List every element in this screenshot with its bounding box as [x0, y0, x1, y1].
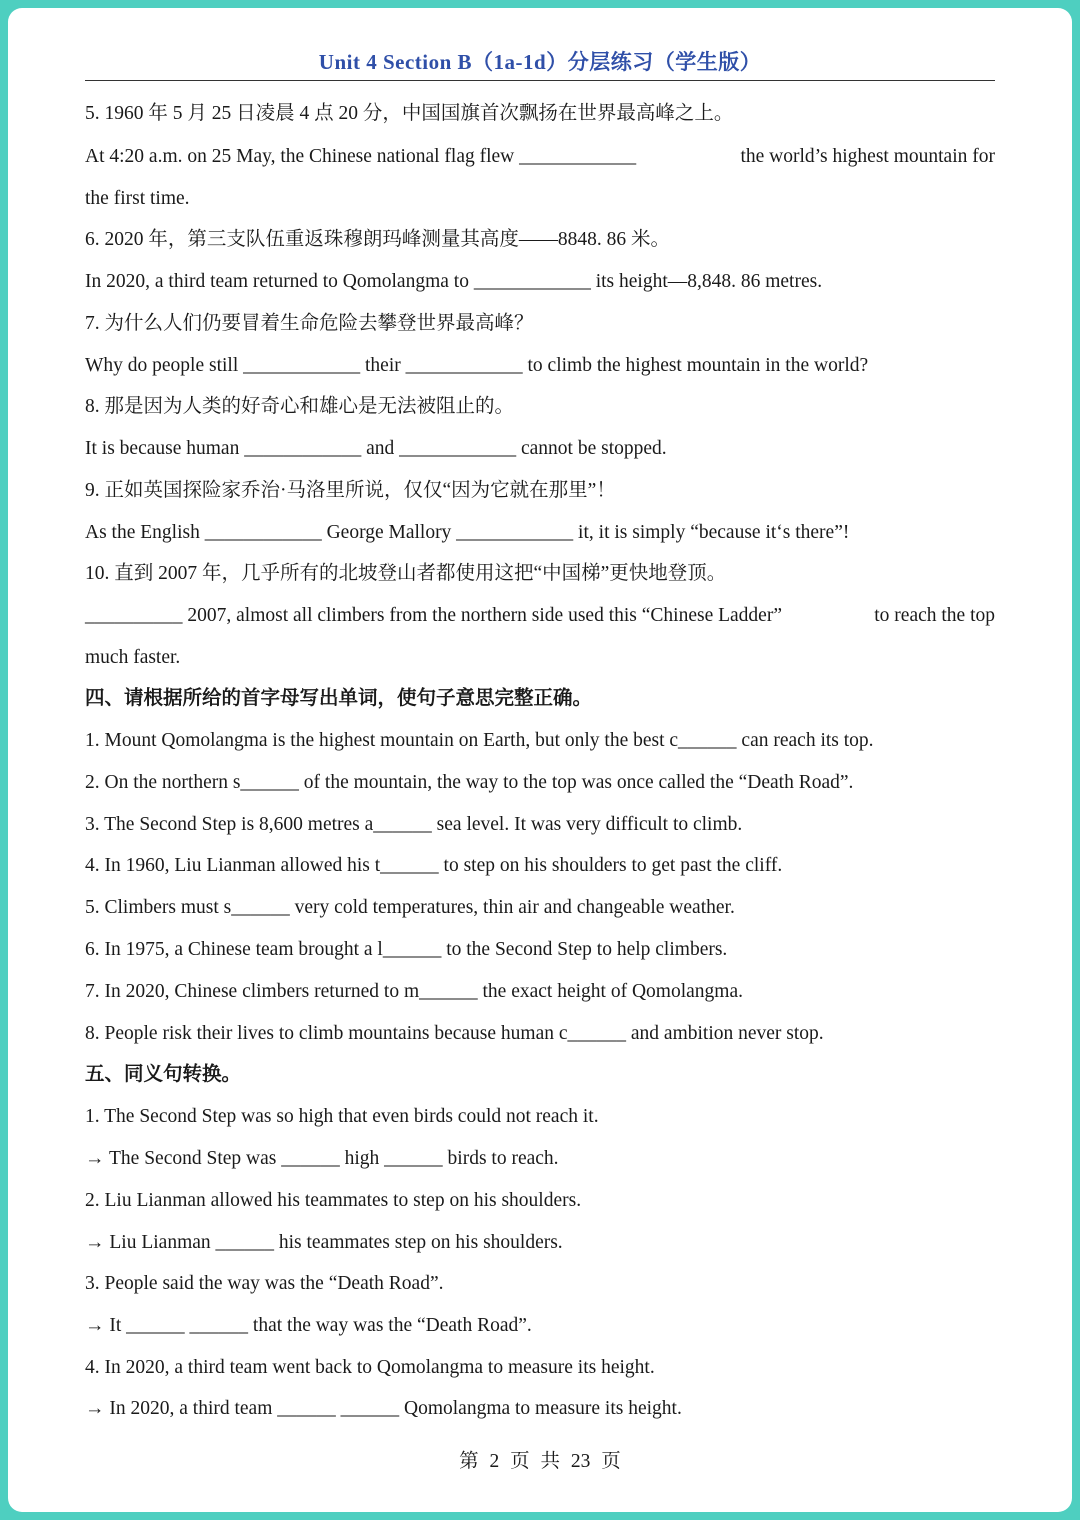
text-line: Why do people still ____________ their ____________ to climb the highest mountain in the world?	[85, 355, 869, 376]
text-line: 5. Climbers must s______ very cold temperatures, thin air and changeable weather.	[85, 897, 735, 918]
text-line: 1. Mount Qomolangma is the highest mountain on Earth, but only the best c______ can reach its top.	[85, 730, 874, 751]
section-heading: 四、请根据所给的首字母写出单词，使句子意思完整正确。	[85, 688, 593, 709]
text-line: 3. The Second Step is 8,600 metres a______ sea level. It was very difficult to climb.	[85, 814, 743, 835]
text-line: → The Second Step was ______ high ______ birds to reach.	[85, 1148, 559, 1169]
text-line: 8. 那是因为人类的好奇心和雄心是无法被阻止的。	[85, 396, 515, 417]
text-line: → Liu Lianman ______ his teammates step on his shoulders.	[85, 1232, 563, 1253]
text-line: 9. 正如英国探险家乔治·马洛里所说，仅仅“因为它就在那里”！	[85, 480, 616, 501]
text-line: 3. People said the way was the “Death Road”.	[85, 1273, 444, 1294]
text-line: 7. 为什么人们仍要冒着生命危险去攀登世界最高峰？	[85, 313, 534, 334]
text-line: 2. On the northern s______ of the mountain, the way to the top was once called the “Death Road”.	[85, 772, 854, 793]
text-line: 2. Liu Lianman allowed his teammates to step on his shoulders.	[85, 1190, 582, 1211]
text-line: 8. People risk their lives to climb mountains because human c______ and ambition never stop.	[85, 1023, 824, 1044]
text-line-left: __________ 2007, almost all climbers from the northern side used this “Chinese Ladder”	[85, 605, 782, 626]
page-number: 第 2 页 共 23 页	[459, 1451, 621, 1472]
text-line-right: to reach the top	[874, 605, 995, 626]
header-divider	[85, 80, 995, 81]
text-line: 4. In 2020, a third team went back to Qomolangma to measure its height.	[85, 1357, 655, 1378]
text-line: In 2020, a third team returned to Qomolangma to ____________ its height—8,848. 86 metres.	[85, 271, 823, 292]
text-line: 1. The Second Step was so high that even birds could not reach it.	[85, 1106, 599, 1127]
section-heading: 五、同义句转换。	[85, 1064, 242, 1085]
text-line: 5. 1960 年 5 月 25 日凌晨 4 点 20 分，中国国旗首次飘扬在世界最高峰之上。	[85, 103, 734, 124]
text-line: → In 2020, a third team ______ ______ Qomolangma to measure its height.	[85, 1398, 682, 1419]
text-line	[85, 145, 995, 169]
text-line: 7. In 2020, Chinese climbers returned to m______ the exact height of Qomolangma.	[85, 981, 743, 1002]
document-page	[8, 8, 1072, 1512]
text-line-right: the world’s highest mountain for	[740, 146, 995, 167]
text-line: much faster.	[85, 647, 181, 668]
text-line: the first time.	[85, 188, 190, 209]
text-line	[85, 604, 995, 628]
text-line-left: At 4:20 a.m. on 25 May, the Chinese national flag flew ____________	[85, 146, 637, 167]
text-line: → It ______ ______ that the way was the “Death Road”.	[85, 1315, 532, 1336]
text-line: As the English ____________ George Mallory ____________ it, it is simply “because it‘s there”!	[85, 522, 850, 543]
text-line: 6. 2020 年，第三支队伍重返珠穆朗玛峰测量其高度——8848. 86 米。	[85, 229, 671, 250]
text-line: It is because human ____________ and ____________ cannot be stopped.	[85, 438, 667, 459]
text-line: 4. In 1960, Liu Lianman allowed his t______ to step on his shoulders to get past the cliff.	[85, 855, 783, 876]
page-header-title: Unit 4 Section B（1a-1d）分层练习（学生版）	[318, 50, 762, 74]
text-line: 6. In 1975, a Chinese team brought a l______ to the Second Step to help climbers.	[85, 939, 728, 960]
text-line: 10. 直到 2007 年，几乎所有的北坡登山者都使用这把“中国梯”更快地登顶。	[85, 563, 727, 584]
